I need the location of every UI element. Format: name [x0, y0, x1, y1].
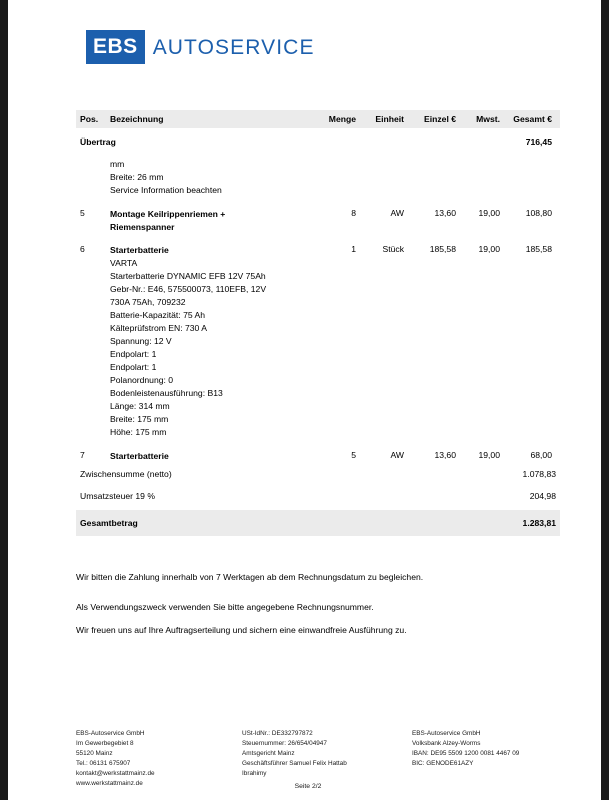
- footer-line: Im Gewerbegebiet 8: [76, 739, 134, 747]
- invoice-notes: [76, 572, 546, 637]
- item-title-line: Montage Keilrippenriemen +: [110, 209, 226, 220]
- item-total: 185,58: [525, 244, 552, 255]
- summary-label: Zwischensumme (netto): [80, 468, 172, 479]
- note-reference: Als Verwendungszweck verwenden Sie bitte angegebene Rechnungsnummer.: [76, 602, 374, 613]
- line-items-body: [76, 197, 560, 463]
- footer-line: USt-IdNr.: DE332797872: [242, 730, 313, 737]
- item-vat-rate: 19,00: [478, 244, 500, 255]
- summary-row: [76, 463, 560, 485]
- note-payment-terms: Wir bitten die Zahlung innerhalb von 7 Werktagen ab dem Rechnungsdatum zu begleichen.: [76, 572, 424, 582]
- item-position: 5: [80, 208, 85, 219]
- page-content: [62, 0, 554, 800]
- summary-value: 1.078,83: [522, 468, 556, 479]
- item-spec-block: [110, 257, 308, 440]
- item-description: [110, 208, 308, 233]
- note-closing: Wir freuen uns auf Ihre Auftragserteilung und sichern eine einwandfreie Ausführung zu.: [76, 625, 407, 636]
- page-footer: [76, 729, 554, 789]
- logo-mark-ebs: EBS: [86, 30, 145, 64]
- column-header-pos: Pos.: [80, 114, 99, 124]
- carryover-amount: 716,45: [525, 137, 552, 147]
- column-header-bezeichnung: Bezeichnung: [110, 114, 164, 124]
- summary-rows: [76, 463, 560, 507]
- continued-description-block: [76, 151, 560, 197]
- footer-line: 55120 Mainz: [76, 749, 113, 757]
- footer-line: BIC: GENODE61AZY: [412, 759, 474, 767]
- spec-line: Breite: 175 mm: [110, 414, 169, 425]
- footer-line: Amtsgericht Mainz: [242, 749, 295, 757]
- spec-line: 730A 75Ah, 709232: [110, 296, 186, 307]
- spec-line: Endpolart: 1: [110, 362, 157, 373]
- footer-company-column: [76, 729, 242, 789]
- summary-label: Umsatzsteuer 19 %: [80, 490, 155, 501]
- invoice-page: [8, 0, 601, 800]
- table-row: [76, 233, 560, 439]
- footer-line: Ibrahimy: [242, 769, 267, 777]
- footer-line: Steuernummer: 26/654/04947: [242, 739, 327, 747]
- item-description: [110, 244, 308, 439]
- footer-line: www.werkstattmainz.de: [76, 779, 143, 787]
- item-unit: Stück: [382, 244, 404, 255]
- item-title-line: Starterbatterie: [110, 451, 169, 462]
- item-unit-price: 185,58: [429, 244, 456, 255]
- item-vat-rate: 19,00: [478, 450, 500, 461]
- spec-line: Batterie-Kapazität: 75 Ah: [110, 309, 206, 320]
- item-vat-rate: 19,00: [478, 208, 500, 219]
- spec-line: VARTA: [110, 257, 138, 268]
- spec-line: Höhe: 175 mm: [110, 427, 167, 438]
- item-position: 6: [80, 244, 85, 255]
- footer-bank-column: [412, 729, 554, 789]
- footer-line: IBAN: DE95 5509 1200 0081 4467 09: [412, 749, 520, 757]
- column-header-gesamt: Gesamt €: [513, 114, 552, 124]
- item-unit-price: 13,60: [434, 208, 456, 219]
- item-unit: AW: [390, 450, 404, 461]
- item-total: 68,00: [530, 450, 552, 461]
- spec-line: Starterbatterie DYNAMIC EFB 12V 75Ah: [110, 270, 266, 281]
- table-row: [76, 197, 560, 233]
- line-items-table: [76, 110, 560, 536]
- spec-line: Bodenleistenausführung: B13: [110, 388, 223, 399]
- column-header-einzel: Einzel €: [424, 114, 456, 124]
- table-row: [76, 439, 560, 462]
- footer-line: Geschäftsführer Samuel Felix Hattab: [242, 759, 347, 767]
- spec-line: mm: [110, 159, 125, 169]
- footer-line: Tel.: 06131 675907: [76, 759, 131, 767]
- company-logo: [86, 30, 315, 64]
- summary-row: [76, 485, 560, 507]
- table-header-row: [76, 110, 560, 128]
- spec-line: Kälteprüfstrom EN: 730 A: [110, 322, 207, 333]
- page-number: Seite 2/2: [294, 783, 322, 790]
- item-unit-price: 13,60: [434, 450, 456, 461]
- item-description: [110, 450, 308, 462]
- item-title: [110, 450, 308, 462]
- column-header-menge: Menge: [328, 114, 356, 124]
- item-total: 108,80: [525, 208, 552, 219]
- logo-wordmark-autoservice: AUTOSERVICE: [152, 35, 315, 59]
- footer-line: Volksbank Alzey-Worms: [412, 739, 481, 747]
- item-position: 7: [80, 450, 85, 461]
- grand-total-value: 1.283,81: [522, 517, 556, 528]
- spec-line: Endpolart: 1: [110, 348, 157, 359]
- footer-line: kontakt@werkstattmainz.de: [76, 769, 155, 777]
- spec-line: Spannung: 12 V: [110, 335, 172, 346]
- footer-tax-column: [242, 729, 412, 789]
- spec-line: Service Information beachten: [110, 185, 222, 196]
- item-quantity: 8: [351, 208, 356, 219]
- spec-line: Gebr-Nr.: E46, 575500073, 110EFB, 12V: [110, 283, 267, 294]
- column-header-einheit: Einheit: [375, 114, 404, 124]
- spec-line: Breite: 26 mm: [110, 172, 164, 183]
- item-title: [110, 208, 308, 233]
- carryover-row: [76, 128, 560, 151]
- footer-line: EBS-Autoservice GmbH: [76, 730, 145, 737]
- summary-value: 204,98: [529, 490, 556, 501]
- spec-line: Länge: 314 mm: [110, 401, 170, 412]
- grand-total-label: Gesamtbetrag: [80, 517, 138, 528]
- footer-line: EBS-Autoservice GmbH: [412, 730, 481, 737]
- carryover-label: Übertrag: [80, 137, 116, 147]
- item-quantity: 1: [351, 244, 356, 255]
- item-title: [110, 244, 308, 256]
- item-title-line: Riemenspanner: [110, 221, 175, 232]
- item-title-line: Starterbatterie: [110, 245, 169, 256]
- grand-total-row: [76, 510, 560, 536]
- column-header-mwst: Mwst.: [476, 114, 500, 124]
- spec-line: Polanordnung: 0: [110, 375, 174, 386]
- item-unit: AW: [390, 208, 404, 219]
- item-quantity: 5: [351, 450, 356, 461]
